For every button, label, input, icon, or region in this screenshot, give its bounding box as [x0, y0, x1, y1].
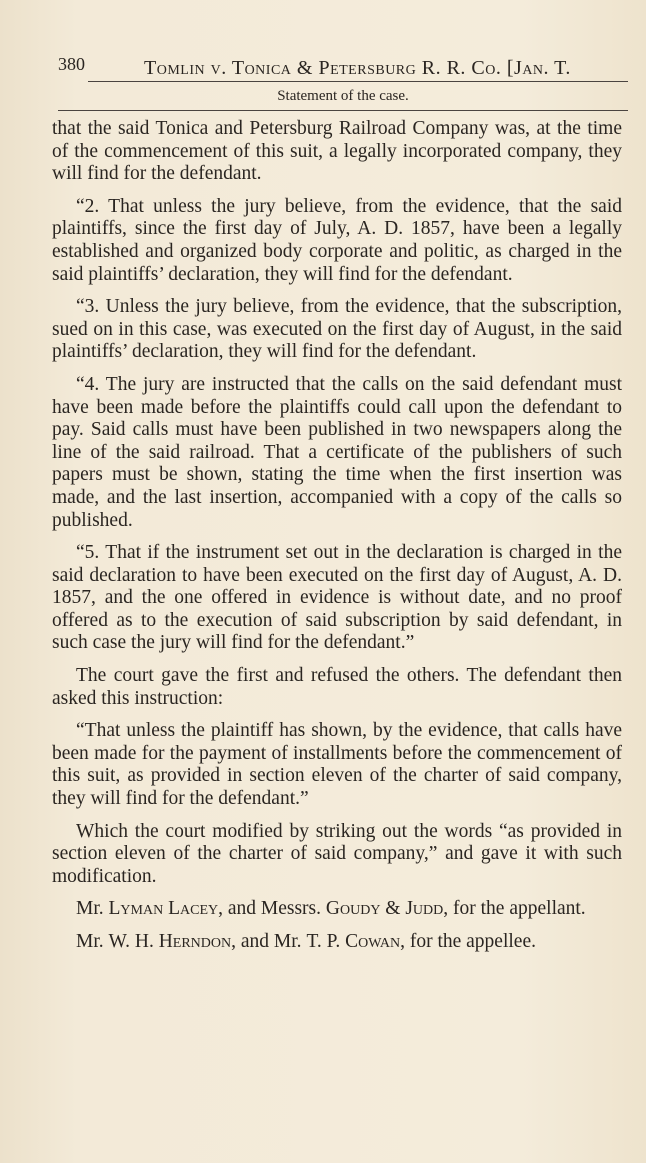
paragraph-defendant-instruction: “That unless the plaintiff has shown, by the evidence, that calls have been made for the payment of installments before the commencement of this suit, as provided in section eleven of the charter of said company, they will find for the defendant.” — [52, 720, 622, 810]
counsel-appellant-prefix: Mr. — [76, 898, 109, 920]
counsel-appellee-name-2: T. P. Cowan — [306, 931, 401, 952]
counsel-appellee-name-1: W. H. Herndon — [108, 931, 232, 952]
subheading-rule — [58, 110, 628, 111]
running-head: Tomlin v. Tonica & Petersburg R. R. Co. [Jan. T. — [144, 57, 571, 79]
counsel-appellee-prefix: Mr. — [76, 931, 109, 952]
page-header — [58, 48, 628, 84]
section-subheading: Statement of the case. — [277, 88, 409, 104]
counsel-appellant-name-2: Goudy & Judd — [325, 898, 444, 920]
counsel-appellee-mid: , and Mr. — [231, 931, 307, 952]
paragraph-instruction-2: “2. That unless the jury believe, from the evidence, that the said plaintiffs, since the first day of July, A. D. 1857, have been a legally established and organized body corporate and politic, as charged in the said plaintiffs’ declaration, they will find for the defendant. — [52, 195, 622, 285]
page-body — [52, 118, 622, 964]
paragraph-1: that the said Tonica and Petersburg Railroad Company was, at the time of the commencement of this suit, a legally incorporated company, they will find for the defendant. — [52, 118, 622, 185]
paragraph-modification: Which the court modified by striking out the words “as provided in section eleven of the charter of said company,” and gave it with such modification. — [52, 820, 622, 887]
counsel-appellant-suffix: , for the appellant. — [443, 898, 586, 920]
paragraph-instruction-5: “5. That if the instrument set out in the declaration is charged in the said declaration to have been executed on the first day of August, A. D. 1857, and the one offered in evidence is without date, and no proof offered as to the execution of said subscription by said defendant, in such case the jury will find for the defendant.” — [52, 542, 622, 654]
counsel-appellee — [52, 931, 622, 954]
counsel-appellant-mid: , and Messrs. — [218, 898, 326, 920]
paragraph-instruction-4: “4. The jury are instructed that the calls on the said defendant must have been made before the plaintiffs could call upon the defendant to pay. Said calls must have been published in two newspapers along the line of the said railroad. That a certificate of the publishers of such papers must be shown, stating the time when the first insertion was made, and the last insertion, accompanied with a copy of the calls so published. — [52, 373, 622, 531]
counsel-appellant — [52, 898, 622, 921]
counsel-appellant-name-1: Lyman Lacey — [108, 898, 219, 920]
header-rule — [88, 81, 628, 82]
paragraph-court-ruling: The court gave the first and refused the others. The defendant then asked this instruction: — [52, 665, 622, 709]
counsel-appellee-suffix: , for the appellee. — [400, 931, 536, 952]
page-number: 380 — [58, 54, 85, 74]
paragraph-instruction-3: “3. Unless the jury believe, from the evidence, that the subscription, sued on in this case, was executed on the first day of August, in the said plaintiffs’ declaration, they will find for the defendant. — [52, 296, 622, 363]
